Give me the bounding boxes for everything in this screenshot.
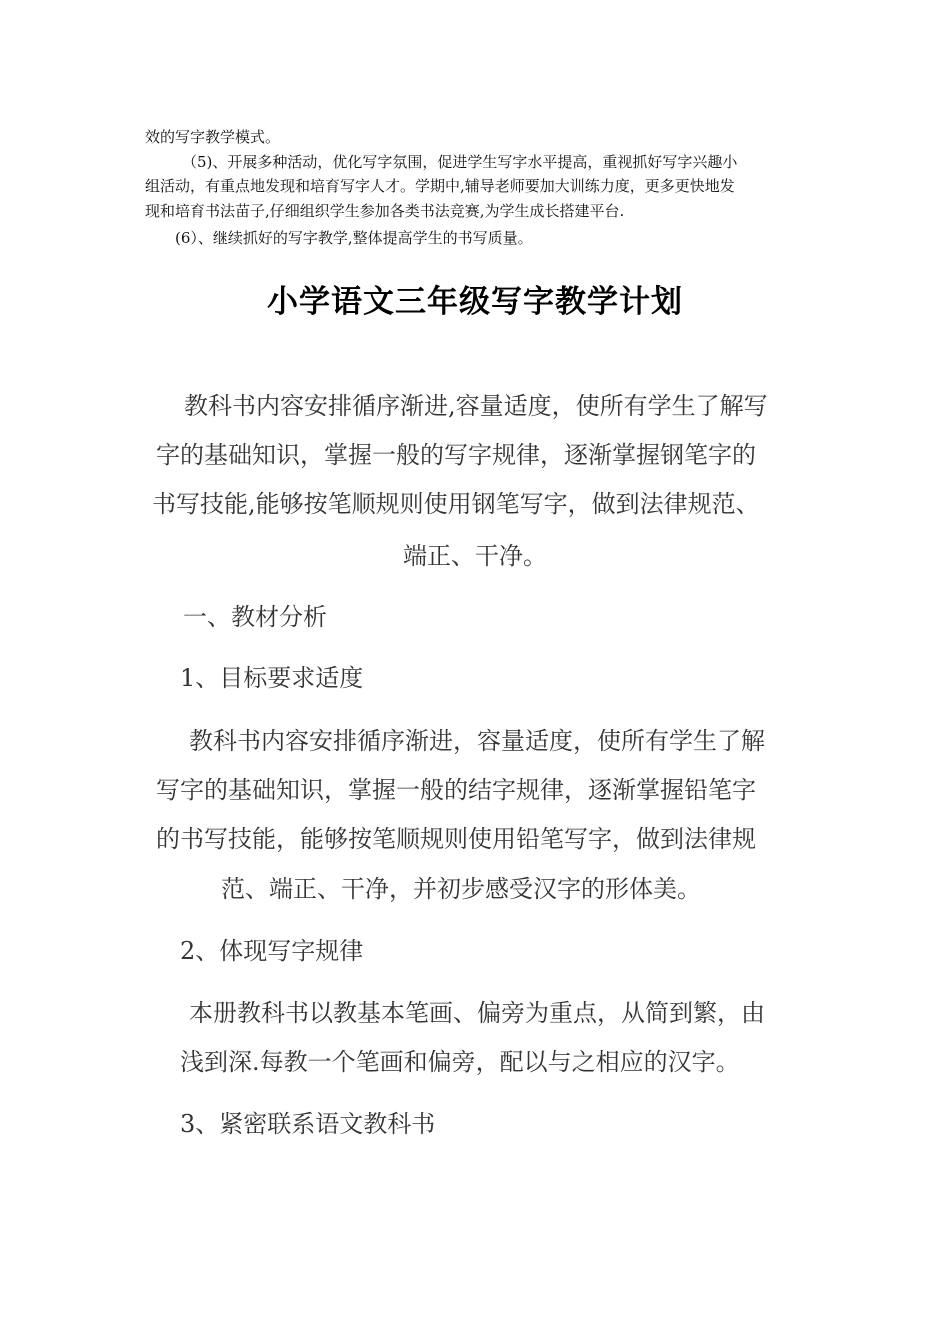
subsection-heading: 2、体现写字规律: [180, 937, 364, 965]
subsection-heading: 1、目标要求适度: [180, 664, 364, 692]
intro-line: 端正、干净。: [403, 542, 547, 570]
page-title: 小学语文三年级写字教学计划: [267, 284, 683, 320]
paragraph-line: 范、端正、干净，并初步感受汉字的形体美。: [221, 875, 701, 903]
intro-line: 字的基础知识，掌握一般的写字规律，逐渐掌握钢笔字的: [156, 441, 756, 469]
paragraph-line: (6）、继续抓好的写字教学,整体提高学生的书写质量。: [175, 229, 533, 247]
paragraph-line: 浅到深.每教一个笔画和偏旁，配以与之相应的汉字。: [180, 1048, 740, 1076]
paragraph-line: 的书写技能，能够按笔顺规则使用铅笔写字，做到法律规: [156, 825, 756, 853]
paragraph-line: 效的写字教学模式。: [145, 128, 281, 146]
paragraph-line: 现和培育书法苗子,仔细组织学生参加各类书法竞赛,为学生成长搭建平台.: [145, 202, 625, 220]
paragraph-line: 本册教科书以教基本笔画、偏旁为重点，从简到繁，由: [189, 999, 765, 1027]
paragraph-line: （5)、开展多种活动，优化写字氛围，促进学生写字水平提高，重视抓好写字兴趣小: [182, 153, 738, 171]
paragraph-line: 教科书内容安排循序渐进，容量适度，使所有学生了解: [189, 727, 765, 755]
subsection-heading: 3、紧密联系语文教科书: [180, 1110, 436, 1138]
paragraph-line: 组活动，有重点地发现和培育写字人才。学期中,辅导老师要加大训练力度，更多更快地发: [145, 177, 735, 195]
section-heading: 一、教材分析: [183, 603, 327, 631]
paragraph-line: 写字的基础知识，掌握一般的结字规律，逐渐掌握铅笔字: [156, 776, 756, 804]
intro-line: 教科书内容安排循序渐进,容量适度，使所有学生了解写: [184, 392, 768, 420]
intro-line: 书写技能,能够按笔顺规则使用钢笔写字，做到法律规范、: [152, 490, 760, 518]
